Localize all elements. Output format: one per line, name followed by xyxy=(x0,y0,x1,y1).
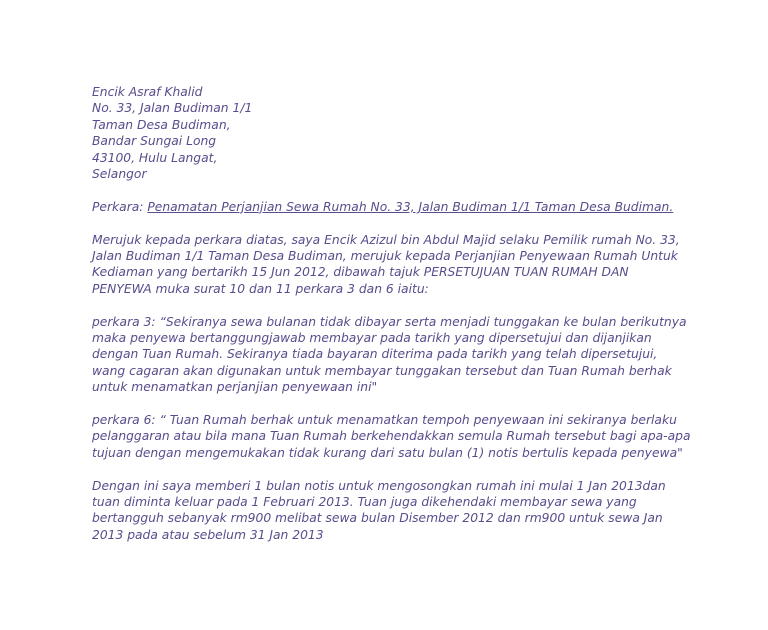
address-line: 43100, Hulu Langat, xyxy=(92,150,218,165)
clause-6-paragraph: perkara 6: “ Tuan Rumah berhak untuk menamatkan tempoh penyewaan ini sekiranya berlaku pelanggaran atau bila mana Tuan Rumah berkehendakkan semula Rumah tersebut bagi apa-apa tujuan dengan mengemukakan tidak kurang dari satu bulan (1) notis bertulis kepada penyewa" xyxy=(92,413,691,460)
spacer xyxy=(92,396,692,412)
address-line: Encik Asraf Khalid xyxy=(92,85,203,99)
subject-label: Perkara: xyxy=(92,199,144,214)
spacer xyxy=(92,461,692,477)
spacer xyxy=(92,297,692,313)
clause-3-paragraph: perkara 3: “Sekiranya sewa bulanan tidak dibayar serta menjadi tunggakan ke bulan berikutnya maka penyewa bertanggungjawab membayar pada tarikh yang dipersetujui dan dijanjikan dengan Tuan Rumah. Sekiranya tiada bayaran diterima pada tarikh yang telah dipersetujui, wang cagaran akan digunakan untuk membayar tunggakan tersebut dan Tuan Rumah berhak untuk menamatkan perjanjian penyewaan ini" xyxy=(92,314,687,395)
address-line: Bandar Sungai Long xyxy=(92,134,217,149)
subject-line xyxy=(92,199,692,215)
recipient-address xyxy=(92,84,692,182)
letter-body xyxy=(92,84,692,543)
address-line: No. 33, Jalan Budiman 1/1 xyxy=(92,101,253,116)
spacer xyxy=(92,182,692,198)
subject-title: Penamatan Perjanjian Sewa Rumah No. 33, Jalan Budiman 1/1 Taman Desa Budiman. xyxy=(147,199,674,214)
intro-paragraph: Merujuk kepada perkara diatas, saya Encik Azizul bin Abdul Majid selaku Pemilik rumah No. 33, Jalan Budiman 1/1 Taman Desa Budiman, merujuk kepada Perjanjian Penyewaan Rumah Untuk Kediaman yang bertarikh 15 Jun 2012, dibawah tajuk PERSETUJUAN TUAN RUMAH DAN PENYEWA muka surat 10 dan 11 perkara 3 dan 6 iaitu: xyxy=(92,232,680,296)
address-line: Selangor xyxy=(92,167,147,182)
spacer xyxy=(92,215,692,231)
address-line: Taman Desa Budiman, xyxy=(92,117,231,132)
notice-paragraph: Dengan ini saya memberi 1 bulan notis untuk mengosongkan rumah ini mulai 1 Jan 2013dan tuan diminta keluar pada 1 Februari 2013. Tuan juga dikehendaki membayar sewa yang bertangguh sebanyak rm900 melibat sewa bulan Disember 2012 dan rm900 untuk sewa Jan 2013 pada atau sebelum 31 Jan 2013 xyxy=(92,478,666,542)
